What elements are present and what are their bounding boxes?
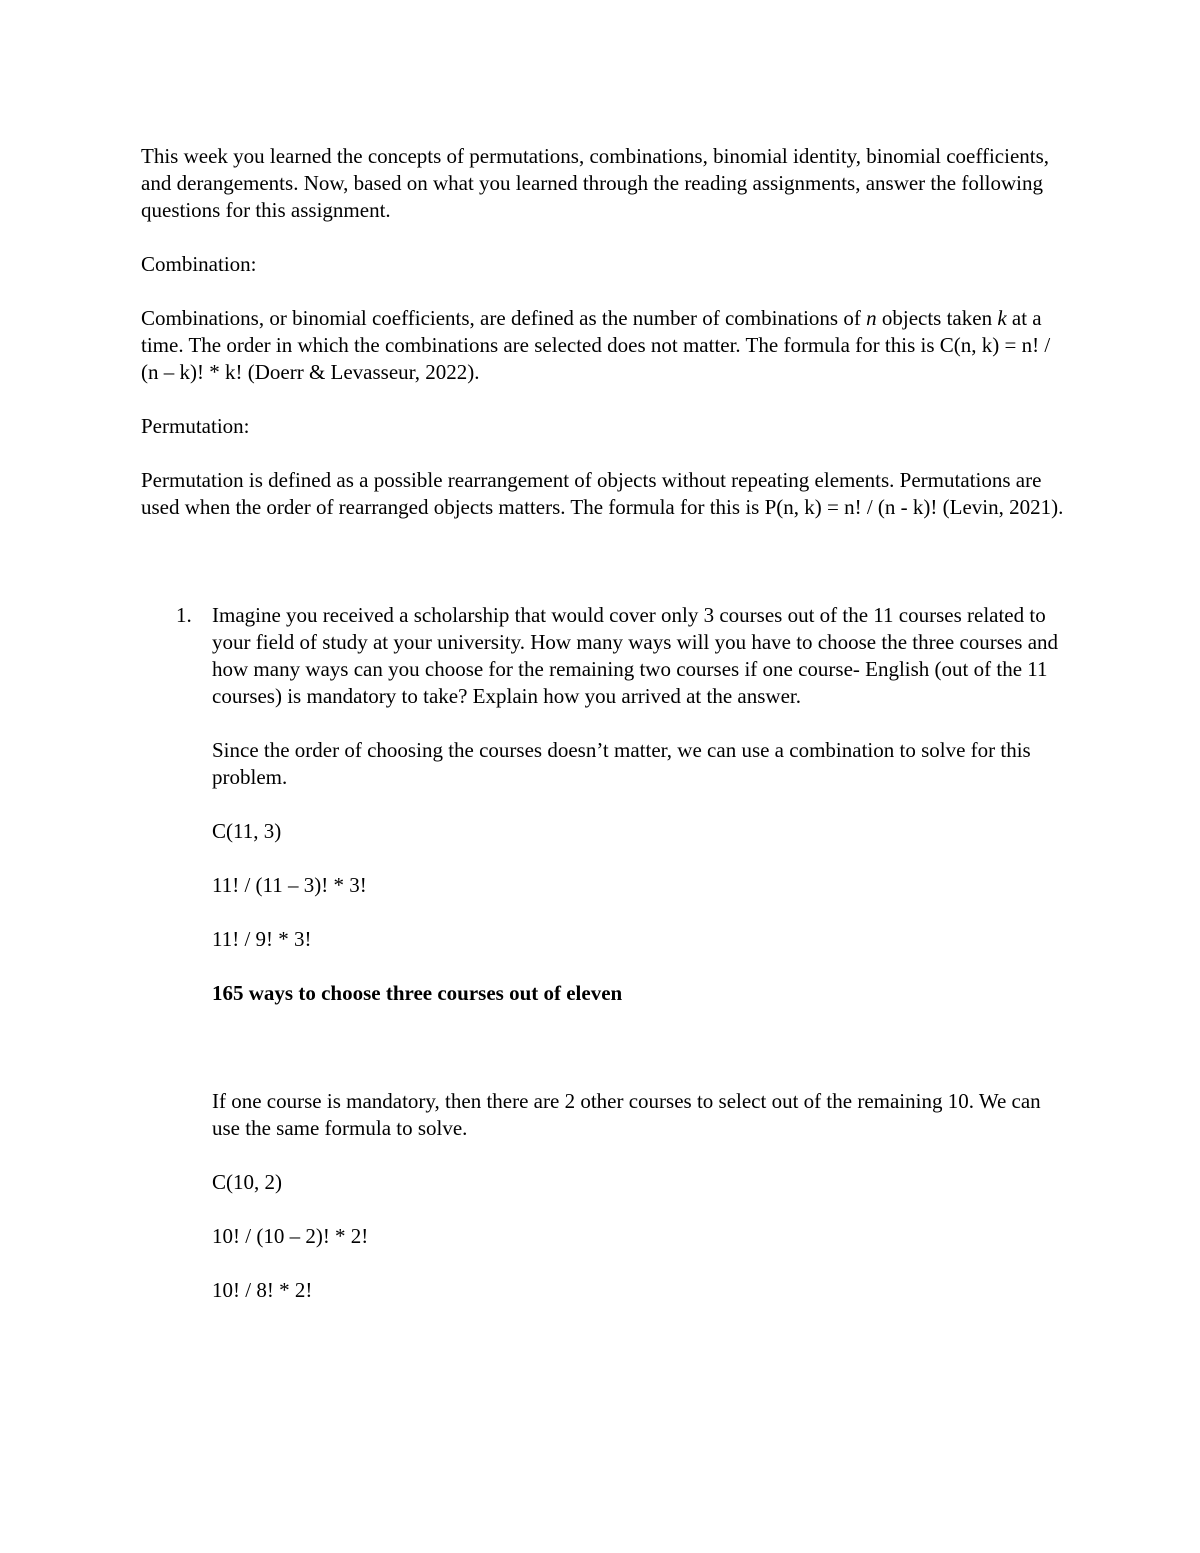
formula-step-3: 11! / 9! * 3! bbox=[212, 927, 312, 951]
formula-step-6: 10! / 8! * 2! bbox=[212, 1278, 313, 1302]
permutation-definition: Permutation is defined as a possible rearrangement of objects without repeating elements. Permutations are used when the order of rearranged objects matters. The formula for this is P(n, k) = n! / (n - k)! (Levin, 2021). bbox=[141, 468, 1064, 519]
formula-step-2: 11! / (11 – 3)! * 3! bbox=[212, 873, 367, 897]
variable-n: n bbox=[866, 306, 877, 330]
result-statement: 165 ways to choose three courses out of eleven bbox=[212, 981, 623, 1005]
permutation-heading: Permutation: bbox=[141, 414, 250, 438]
mandatory-course-text: If one course is mandatory, then there are 2 other courses to select out of the remaining 10. We can use the same formula to solve. bbox=[212, 1089, 1041, 1140]
combination-def-part1: Combinations, or binomial coefficients, are defined as the number of combinations of bbox=[141, 306, 867, 330]
combination-def-part2: objects taken bbox=[876, 306, 998, 330]
combination-def-part3: at a time. The order in which the combinations are selected does not matter. The formula for this is C(n, k) = n! / (n – k)! * k! (Doerr & Levasseur, 2022). bbox=[141, 306, 1051, 384]
combination-definition bbox=[141, 305, 1071, 386]
question-1 bbox=[212, 602, 1071, 1304]
formula-step-5: 10! / (10 – 2)! * 2! bbox=[212, 1224, 369, 1248]
question-list bbox=[141, 602, 1071, 1304]
variable-k: k bbox=[997, 306, 1007, 330]
answer-reasoning: Since the order of choosing the courses doesn’t matter, we can use a combination to solve for this problem. bbox=[212, 738, 1031, 789]
blank-space bbox=[212, 1034, 1071, 1088]
formula-step-1: C(11, 3) bbox=[212, 819, 282, 843]
question-text: Imagine you received a scholarship that would cover only 3 courses out of the 11 courses related to your field of study at your university. How many ways will you have to choose the three courses and how many ways can you choose for the remaining two courses if one course- English (out of the 11 courses) is mandatory to take? Explain how you arrived at the answer. bbox=[212, 603, 1059, 708]
formula-step-4: C(10, 2) bbox=[212, 1170, 282, 1194]
document-page bbox=[141, 143, 1071, 1331]
intro-paragraph: This week you learned the concepts of permutations, combinations, binomial identity, binomial coefficients, and derangements. Now, based on what you learned through the reading assignments, answer the following questions for this assignment. bbox=[141, 144, 1050, 222]
combination-heading: Combination: bbox=[141, 252, 257, 276]
list-number: 1. bbox=[176, 603, 192, 627]
